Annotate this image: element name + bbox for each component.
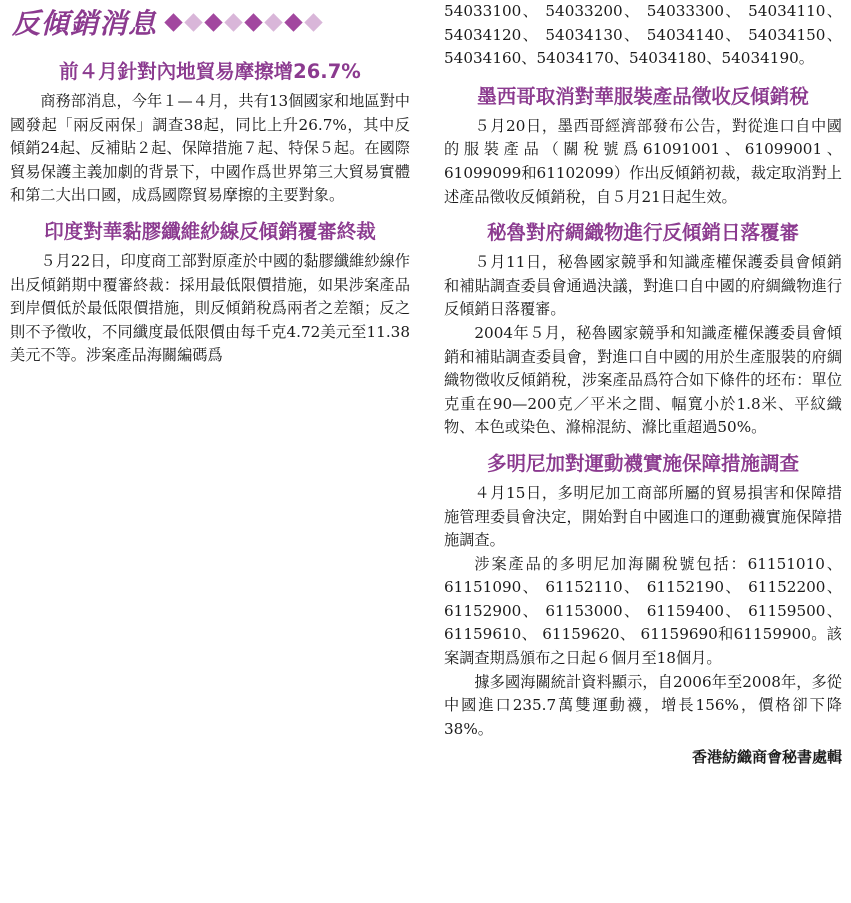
article-paragraph: ５月20日，墨西哥經濟部發布公告，對從進口自中國的服裝產品（關稅號爲61091001、61099001、61099099和61102099）作出反傾銷初裁，裁定取消對上述產品徵收反傾銷稅，自５月21日起生效。 [444,116,842,206]
diamond-icon [284,13,302,31]
right-column [444,0,842,769]
article-paragraph: 涉案產品的多明尼加海關稅號包括：61151010、 61151090、 61152110、 61152190、 61152200、 61152900、 61153000、 61159400、 61159500、 61159610、 61159620、 61159690和61159900。該案調查期爲頒布之日起６個月至18個月。 [444,554,842,668]
article-paragraph: ５月11日，秘魯國家競爭和知識產權保護委員會傾銷和補貼調查委員會通過決議，對進口自中國的府綢織物進行反傾銷日落覆審。 [444,253,842,319]
article-paragraph: 據多國海關統計資料顯示，自2006年至2008年，多從中國進口235.7萬雙運動襪，增長156%，價格卻下降38%。 [444,672,842,738]
article-paragraph: 商務部消息，今年１—４月，共有13個國家和地區對中國發起「兩反兩保」調查38起，同比上升26.7%，其中反傾銷24起、反補貼２起、保障措施７起、特保５起。在國際貿易保護主義加劇的背景下，中國作爲世界第三大貿易實體和第二大出口國，成爲國際貿易摩擦的主要對象。 [10,92,410,205]
article-heading: 秘魯對府綢織物進行反傾銷日落覆審 [486,221,799,245]
article-peru-poplin [444,219,842,440]
article-trade-friction [10,58,410,208]
left-column [10,0,410,368]
masthead [12,0,410,44]
article-mexico-apparel [444,83,842,209]
article-paragraph: 2004年５月，秘魯國家競爭和知識產權保護委員會傾銷和補貼調查委員會，對進口自中國的用於生產服裝的府綢織物徵收反傾銷稅，涉案產品爲符合如下條件的坯布：單位克重在90—200克／平米之間、幅寬小於1.8米、平紋織物、本色或染色、滌棉混紡、滌比重超過50%。 [444,323,842,437]
article-dominican-socks [444,450,842,742]
diamond-icon [224,13,242,31]
hs-code-list: 54033100、 54033200、 54033300、 54034110、 54034120、 54034130、 54034140、 54034150、 54034160、54034170、54034180、54034190。 [444,2,842,68]
diamond-icon [204,13,222,31]
diamond-icon [244,13,262,31]
article-heading: 前４月針對內地貿易摩擦增26.7% [59,60,361,83]
diamond-icon [304,13,322,31]
diamond-icon [164,13,182,31]
signature: 香港紡織商會秘書處輯 [691,748,842,767]
article-india-viscose [10,218,410,368]
article-heading: 多明尼加對運動襪實施保障措施調查 [486,451,799,475]
article-paragraph: ５月22日，印度商工部對原產於中國的黏膠纖維紗線作出反傾銷期中覆審終裁：採用最低限價措施，如果涉案產品到岸價低於最低限價措施，則反傾銷稅爲兩者之差額；反之則不予徵收，不同纖度最低限價由每千克4.72美元至11.38美元不等。涉案產品海關編碼爲 [10,251,410,365]
diamond-icon [184,13,202,31]
diamond-ornament [167,16,320,29]
masthead-title: 反傾銷消息 [12,7,158,40]
article-heading: 墨西哥取消對華服裝產品徵收反傾銷稅 [477,84,809,108]
article-heading: 印度對華黏膠纖維紗線反傾銷覆審終裁 [44,219,376,243]
diamond-icon [264,13,282,31]
article-paragraph: ４月15日，多明尼加工商部所屬的貿易損害和保障措施管理委員會決定，開始對自中國進口的運動襪實施保障措施調查。 [444,483,842,550]
